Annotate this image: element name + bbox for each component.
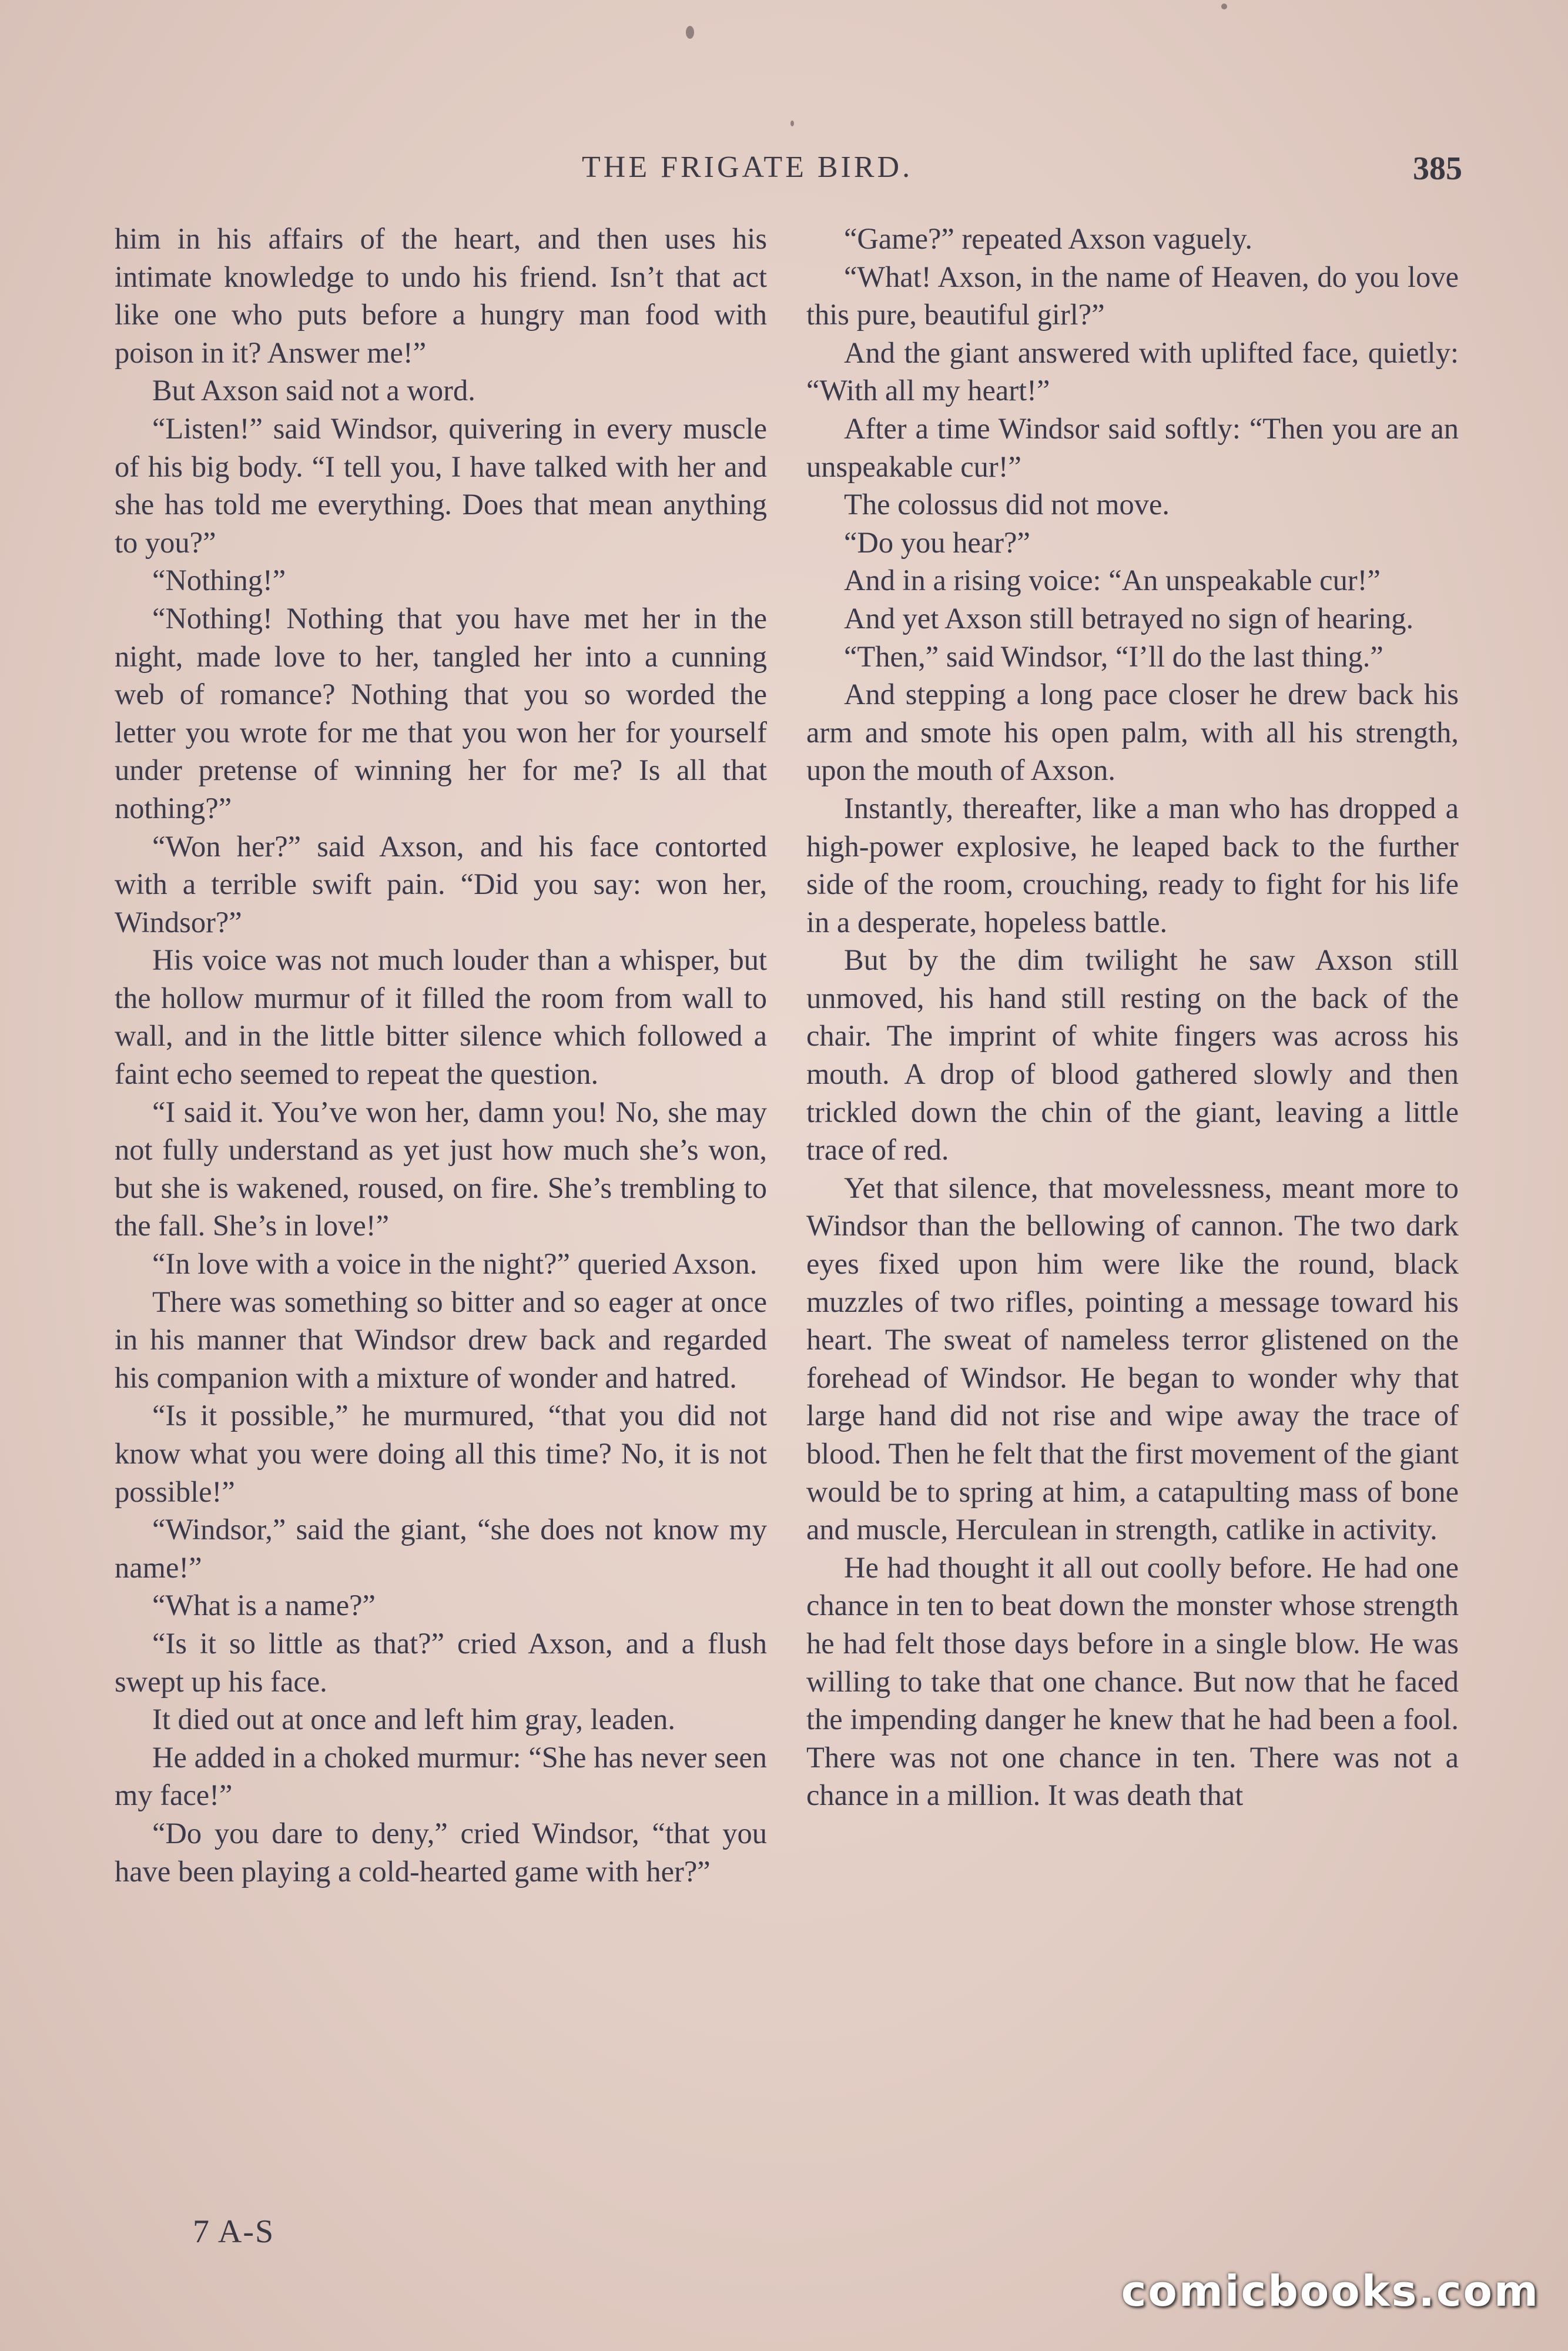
ink-speck (686, 26, 694, 39)
paragraph: “In love with a voice in the night?” queried Axson. (152, 1247, 758, 1281)
paragraph: But Axson said not a word. (152, 374, 475, 407)
paragraph: And yet Axson still betrayed no sign of hearing. (844, 601, 1414, 635)
paragraph: And in a rising voice: “An unspeakable cur!” (844, 564, 1381, 597)
page-header (0, 150, 1568, 191)
paragraph: His voice was not much louder than a whisper, but the hollow murmur of it filled the room from wall to wall, and in the little bitter silence which followed a faint echo seemed to repeat the question. (115, 943, 767, 1091)
paragraph: “Do you dare to deny,” cried Windsor, “that you have been playing a cold-hearted game with her?” (115, 1816, 767, 1888)
paragraph: “What is a name?” (152, 1589, 376, 1622)
paragraph: And stepping a long pace closer he drew back his arm and smote his open palm, with all his strength, upon the mouth of Axson. (806, 678, 1459, 787)
paragraph: Yet that silence, that movelessness, meant more to Windsor than the bellowing of cannon. The two dark eyes fixed upon him were like the round, black muzzles of two rifles, pointing a message toward his heart. The sweat of nameless terror glistened on the forehead of Windsor. He began to wonder why that large hand did not rise and wipe away the trace of blood. Then he felt that the first movement of the giant would be to spring at him, a catapulting mass of bone and muscle, Herculean in strength, catlike in activity. (806, 1171, 1459, 1546)
paragraph: “Is it possible,” he murmured, “that you did not know what you were doing all this time? No, it is not possible!” (115, 1399, 767, 1508)
paragraph: “Windsor,” said the giant, “she does not know my name!” (115, 1513, 767, 1584)
paragraph: Instantly, thereafter, like a man who has dropped a high-power explosive, he leaped back to the further side of the room, crouching, ready to fight for his life in a desperate, hopeless battle. (806, 791, 1459, 939)
page-number: 385 (1413, 150, 1462, 187)
paragraph: “Nothing! Nothing that you have met her in the night, made love to her, tangled her into a cunning web of romance? Nothing that you so worded the letter you wrote for me that you won her for yourself under pretense of winning her for me? Is all that nothing?” (115, 601, 767, 825)
paragraph: “Nothing!” (152, 564, 286, 597)
ink-speck (1221, 4, 1227, 9)
paragraph: “Listen!” said Windsor, quivering in every muscle of his big body. “I tell you, I have talked with her and she has told me everything. Does that mean anything to you?” (115, 411, 767, 559)
paragraph: He had thought it all out coolly before. He had one chance in ten to beat down the monster whose strength he had felt those days before in a single blow. He was willing to take that one chance. But now that he faced the impending danger he knew that he had been a fool. There was not one chance in ten. There was not a chance in a million. It was death that (806, 1550, 1459, 1812)
paragraph: He added in a choked murmur: “She has never seen my face!” (115, 1740, 767, 1812)
paragraph: After a time Windsor said softly: “Then you are an unspeakable cur!” (806, 411, 1459, 483)
watermark: comicbooks.com (1121, 2266, 1540, 2316)
paragraph: “Is it so little as that?” cried Axson, and a flush swept up his face. (115, 1626, 767, 1698)
paragraph: And the giant answered with uplifted face, quietly: “With all my heart!” (806, 336, 1459, 407)
right-column (806, 220, 1459, 1814)
paragraph: But by the dim twilight he saw Axson still unmoved, his hand still resting on the back of the chair. The imprint of white fingers was across his mouth. A drop of blood gathered slowly and then trickled down the chin of the giant, leaving a little trace of red. (806, 943, 1459, 1167)
ink-speck (790, 120, 794, 126)
paragraph: “I said it. You’ve won her, damn you! No, she may not fully understand as yet just how much she’s won, but she is wakened, roused, on fire. She’s trembling to the fall. She’s in love!” (115, 1095, 767, 1243)
paragraph: “Then,” said Windsor, “I’ll do the last thing.” (844, 639, 1383, 673)
left-column (115, 220, 767, 1890)
paragraph: “Won her?” said Axson, and his face contorted with a terrible swift pain. “Did you say: won her, Windsor?” (115, 829, 767, 939)
paragraph: “Do you hear?” (844, 525, 1030, 559)
paragraph: There was something so bitter and so eager at once in his manner that Windsor drew back and regarded his companion with a mixture of wonder and hatred. (115, 1285, 767, 1394)
paragraph: “Game?” repeated Axson vaguely. (844, 222, 1252, 255)
paragraph: him in his affairs of the heart, and then uses his intimate knowledge to undo his friend. Isn’t that act like one who puts before a hungry man food with poison in it? Answer me!” (115, 222, 767, 369)
paragraph: It died out at once and left him gray, leaden. (152, 1703, 675, 1736)
running-title: THE FRIGATE BIRD. (582, 150, 913, 184)
signature-mark: 7 A-S (193, 2213, 275, 2250)
paragraph: The colossus did not move. (844, 488, 1170, 521)
paragraph: “What! Axson, in the name of Heaven, do you love this pure, beautiful girl?” (806, 260, 1459, 331)
